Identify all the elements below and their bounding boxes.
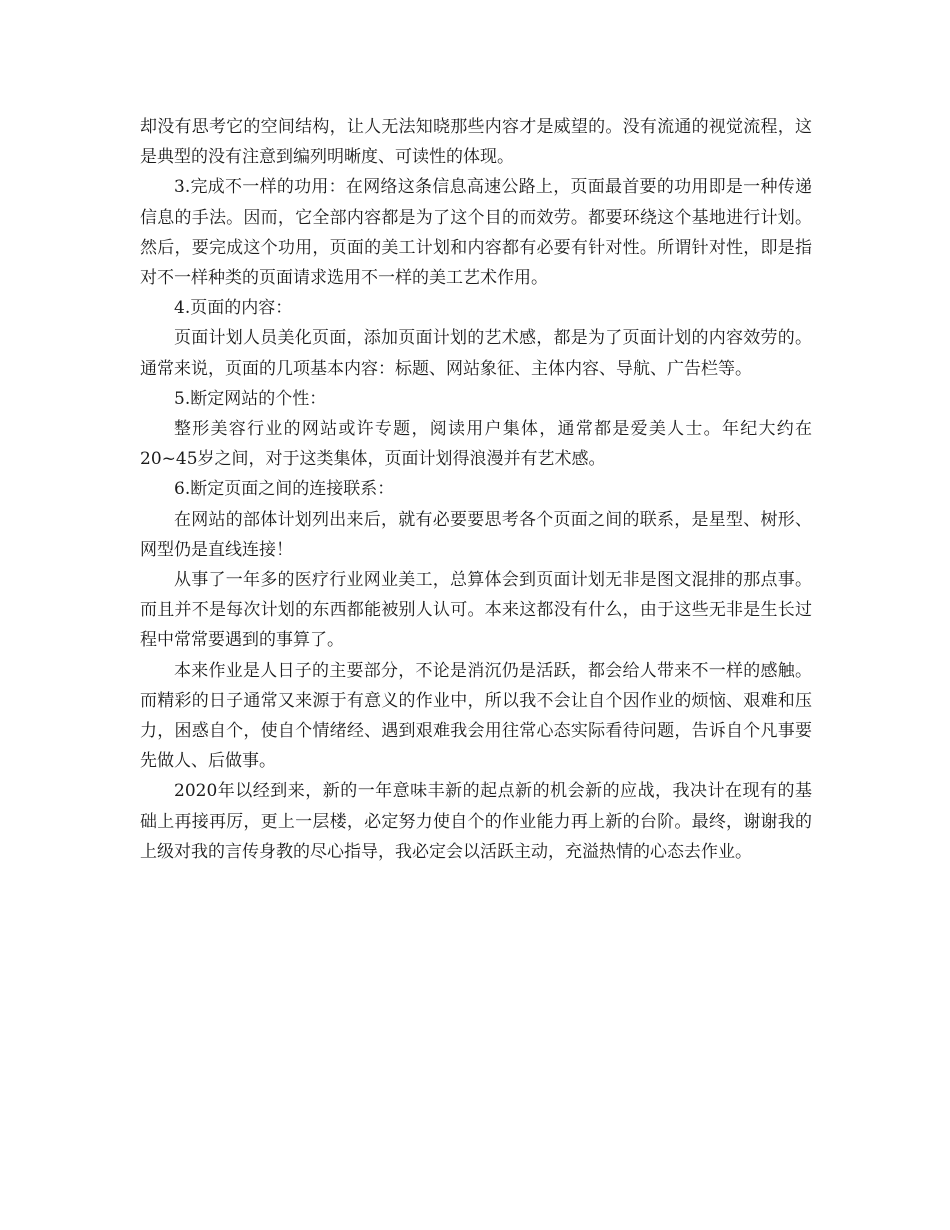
paragraph: 从事了一年多的医疗行业网业美工，总算体会到页面计划无非是图文混排的那点事。而且并不是每次计划的东西都能被别人认可。本来这都没有什么，由于这些无非是生长过程中常常要遇到的事算了。: [140, 570, 812, 651]
paragraph: 2020年以经到来，新的一年意味丰新的起点新的机会新的应战，我决计在现有的基础上再接再厉，更上一层楼，必定努力使自个的作业能力再上新的台阶。最终，谢谢我的上级对我的言传身教的尽心指导，我必定会以活跃主动，充溢热情的心态去作业。: [140, 781, 812, 862]
section-heading: 5.断定网站的个性：: [174, 388, 327, 409]
paragraph: 整形美容行业的网站或许专题，阅读用户集体，通常都是爱美人士。年纪大约在20~45岁之间，对于这类集体，页面计划得浪漫并有艺术感。: [140, 419, 812, 470]
paragraph: 却没有思考它的空间结构，让人无法知晓那些内容才是威望的。没有流通的视觉流程，这是典型的没有注意到编列明晰度、可读性的体现。: [140, 117, 812, 168]
section-heading: 4.页面的内容：: [174, 298, 293, 319]
paragraph: 3.完成不一样的功用：在网络这条信息高速公路上，页面最首要的功用即是一种传递信息的手法。因而，它全部内容都是为了这个目的而效劳。都要环绕这个基地进行计划。然后，要完成这个功用，页面的美工计划和内容都有必要有针对性。所谓针对性，即是指对不一样种类的页面请求选用不一样的美工艺术作用。: [140, 177, 812, 289]
section-heading: 6.断定页面之间的连接联系：: [174, 479, 395, 500]
paragraph: 页面计划人员美化页面，添加页面计划的艺术感，都是为了页面计划的内容效劳的。通常来说，页面的几项基本内容：标题、网站象征、主体内容、导航、广告栏等。: [140, 328, 812, 379]
paragraph: 在网站的部体计划列出来后，就有必要要思考各个页面之间的联系，是星型、树形、网型仍是直线连接！: [140, 509, 812, 560]
paragraph: 本来作业是人日子的主要部分，不论是消沉仍是活跃，都会给人带来不一样的感触。而精彩的日子通常又来源于有意义的作业中，所以我不会让自个因作业的烦恼、艰难和压力，困惑自个，使自个情绪经、遇到艰难我会用往常心态实际看待问题，告诉自个凡事要先做人、后做事。: [140, 660, 812, 772]
document-body: [140, 112, 812, 867]
